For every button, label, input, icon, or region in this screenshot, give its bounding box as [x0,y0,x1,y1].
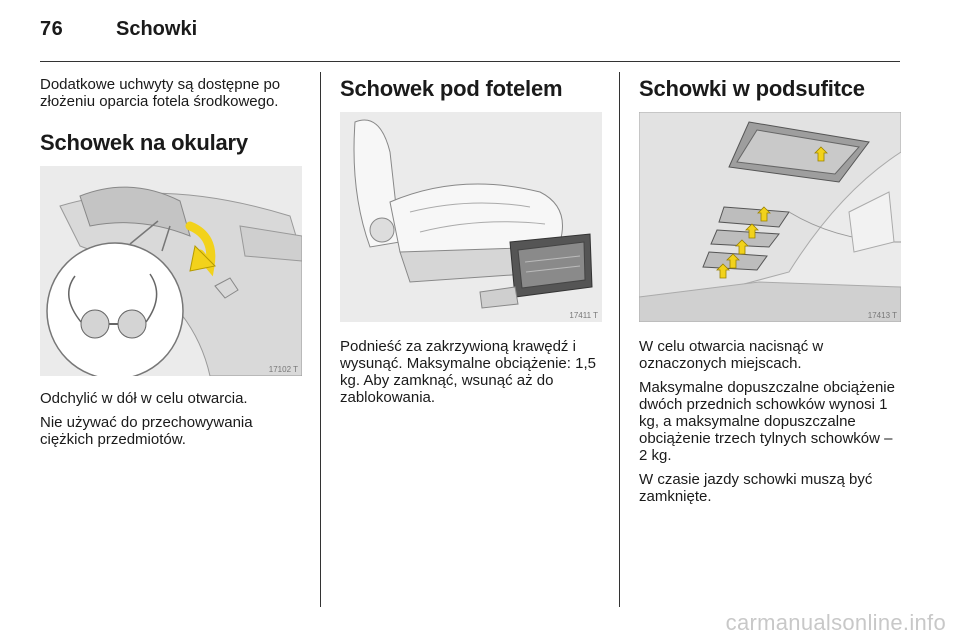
paragraph: W czasie jazdy schowki muszą być zamknięte. [639,471,873,505]
paragraph: Odchylić w dół w celu otwarcia. [40,390,248,407]
figure-code: 17413 T [867,311,897,320]
column-divider-1 [320,72,321,607]
paragraph: W celu otwarcia nacisnąć w oznaczonych miejscach. [639,338,824,372]
page-number: 76 [40,18,64,40]
header-rule [40,61,900,62]
figure-code: 17411 T [569,311,598,320]
paragraph: Maksymalne dopuszczalne obciążenie dwóch przednich schowków wynosi 1 kg, a maksymalne dopuszczalne obciążenie trzech tylnych schowków – 2 kg. [639,379,895,464]
headliner-compartments-illustration [639,112,901,322]
heading-headliner-compartments: Schowki w podsufitce [639,76,865,101]
column-under-seat-drawer [340,76,602,413]
figure-under-seat-drawer [340,112,602,322]
glasses-compartment-illustration [40,166,302,376]
intro-text: Dodatkowe uchwyty są dostępne po złożeniu oparcia fotela środkowego. [40,76,281,110]
figure-code: 17102 T [268,365,298,374]
paragraph: Nie używać do przechowywania ciężkich przedmiotów. [40,414,253,448]
heading-under-seat-drawer: Schowek pod fotelem [340,76,563,101]
under-seat-drawer-illustration [340,112,602,322]
paragraph: Podnieść za zakrzywioną krawędź i wysunąć. Maksymalne obciążenie: 1,5 kg. Aby zamknąć, wsunąć aż do zablokowania. [340,338,596,406]
column-divider-2 [619,72,620,607]
figure-headliner-compartments [639,112,901,322]
watermark: carmanualsonline.info [725,610,946,635]
figure-glasses-compartment [40,166,302,376]
column-glasses-compartment [40,76,302,455]
section-title: Schowki [116,18,198,40]
column-headliner-compartments [639,76,901,512]
heading-glasses-compartment: Schowek na okulary [40,130,248,155]
